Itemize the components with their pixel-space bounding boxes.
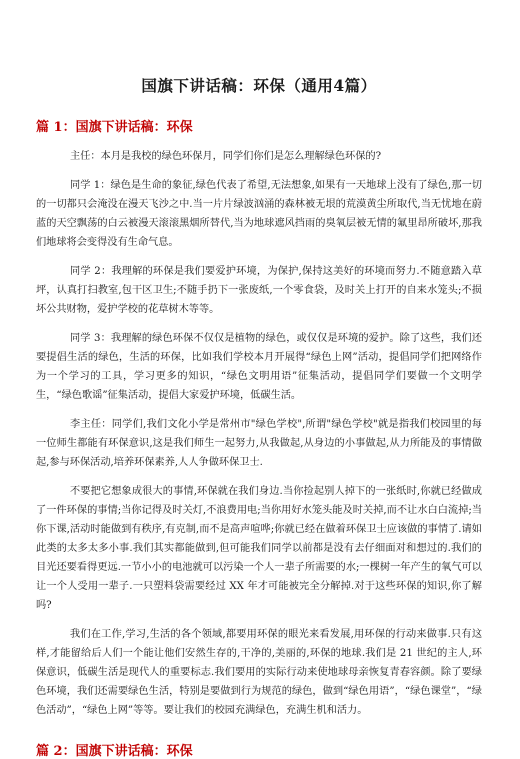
- section-heading-1: 篇 1：国旗下讲话稿：环保: [36, 120, 193, 135]
- document-title: 国旗下讲话稿：环保（通用4篇）: [141, 76, 377, 95]
- paragraph-student-1: 同学 1：绿色是生命的象征,绿色代表了希望,无法想象,如果有一天地球上没有了绿色,那一切的一切都只会淹没在漫天飞沙之中.当一片片绿波汹涌的森林被无垠的荒漠黄尘所取代,当无忧地在蔚蓝的天空飘荡的白云被漫天滚滚黑烟所替代,当为地球遮风挡雨的臭氧层被无情的氟里昂所破坏,那我们地球将会变得没有生命气息。: [36, 180, 482, 248]
- paragraph-intro: 主任：本月是我校的绿色环保月，同学们你们是怎么理解绿色环保的?: [70, 151, 382, 162]
- paragraph-conclusion: 我们在工作,学习,生活的各个领域,都要用环保的眼光来看发展,用环保的行动来做事.只有这样,才能留给后人们一个能让他们安然生存的,干净的,美丽的,环保的地球.我们是 21 世纪的主人,环保意识，低碳生活是现代人的重要标志.我们要用的实际行动来使地球母亲恢复青春容颜。除了要绿色环境，我们还需要绿色生活，特别是要做到行为规范的绿色，做到“绿色用语”，“绿色课堂”，“绿色活动”，“绿色上网”等等。要让我们的校园充满绿色，充满生机和活力。: [36, 629, 482, 716]
- paragraph-small-things: 不要把它想象成很大的事情,环保就在我们身边.当你捡起别人掉下的一张纸时,你就已经做成了一件环保的事情;当你记得及时关灯,不浪费用电;当你用好水笼头能及时关掉,而不让水白白流掉;当你下课,活动时能做到有秩序,有克制,而不是高声喧哗;你就已经在做着环保卫士应该做的事情了.请如此类的太多太多小事.我们其实都能做到,但可能我们同学以前都是没有去仔细面对和想过的.我们的目光还要看得更远.一节小小的电池就可以污染一个人一辈子所需要的水;一棵树一年产生的氧气可以让一个人受用一辈子.一只塑料袋需要经过 XX 年才可能被完全分解掉.对于这些环保的知识,你了解吗?: [36, 486, 482, 611]
- paragraph-student-3: 同学 3：我理解的绿色环保不仅仅是植物的绿色，或仅仅是环境的爱护。除了这些，我们还要提倡生活的绿色，生活的环保，比如我们学校本月开展得“绿色上网”活动，提倡同学们把网络作为一个学习的工具，学习更多的知识，“绿色文明用语”征集活动，提倡同学们要做一个文明学生，“绿色歌谣”征集活动，提倡大家爱护环境，低碳生活。: [36, 333, 482, 401]
- section-heading-2: 篇 2：国旗下讲话稿：环保: [36, 744, 193, 759]
- paragraph-director-li: 李主任：同学们,我们文化小学是常州市"绿色学校",所谓"绿色学校"就是指我们校园里的每一位师生都能有环保意识,这是我们师生一起努力,从我做起,从身边的小事做起,从力所能及的事情做起,参与环保活动,培养环保素养,人人争做环保卫士.: [36, 419, 482, 468]
- paragraph-student-2: 同学 2：我理解的环保是我们要爱护环境，为保护,保持这美好的环境而努力.不随意踏入草坪，认真打扫教室,包干区卫生;不随手扔下一张废纸,一个零食袋，及时关上打开的自来水笼头;不损坏公共财物，爱护学校的花草树木等等。: [36, 266, 482, 315]
